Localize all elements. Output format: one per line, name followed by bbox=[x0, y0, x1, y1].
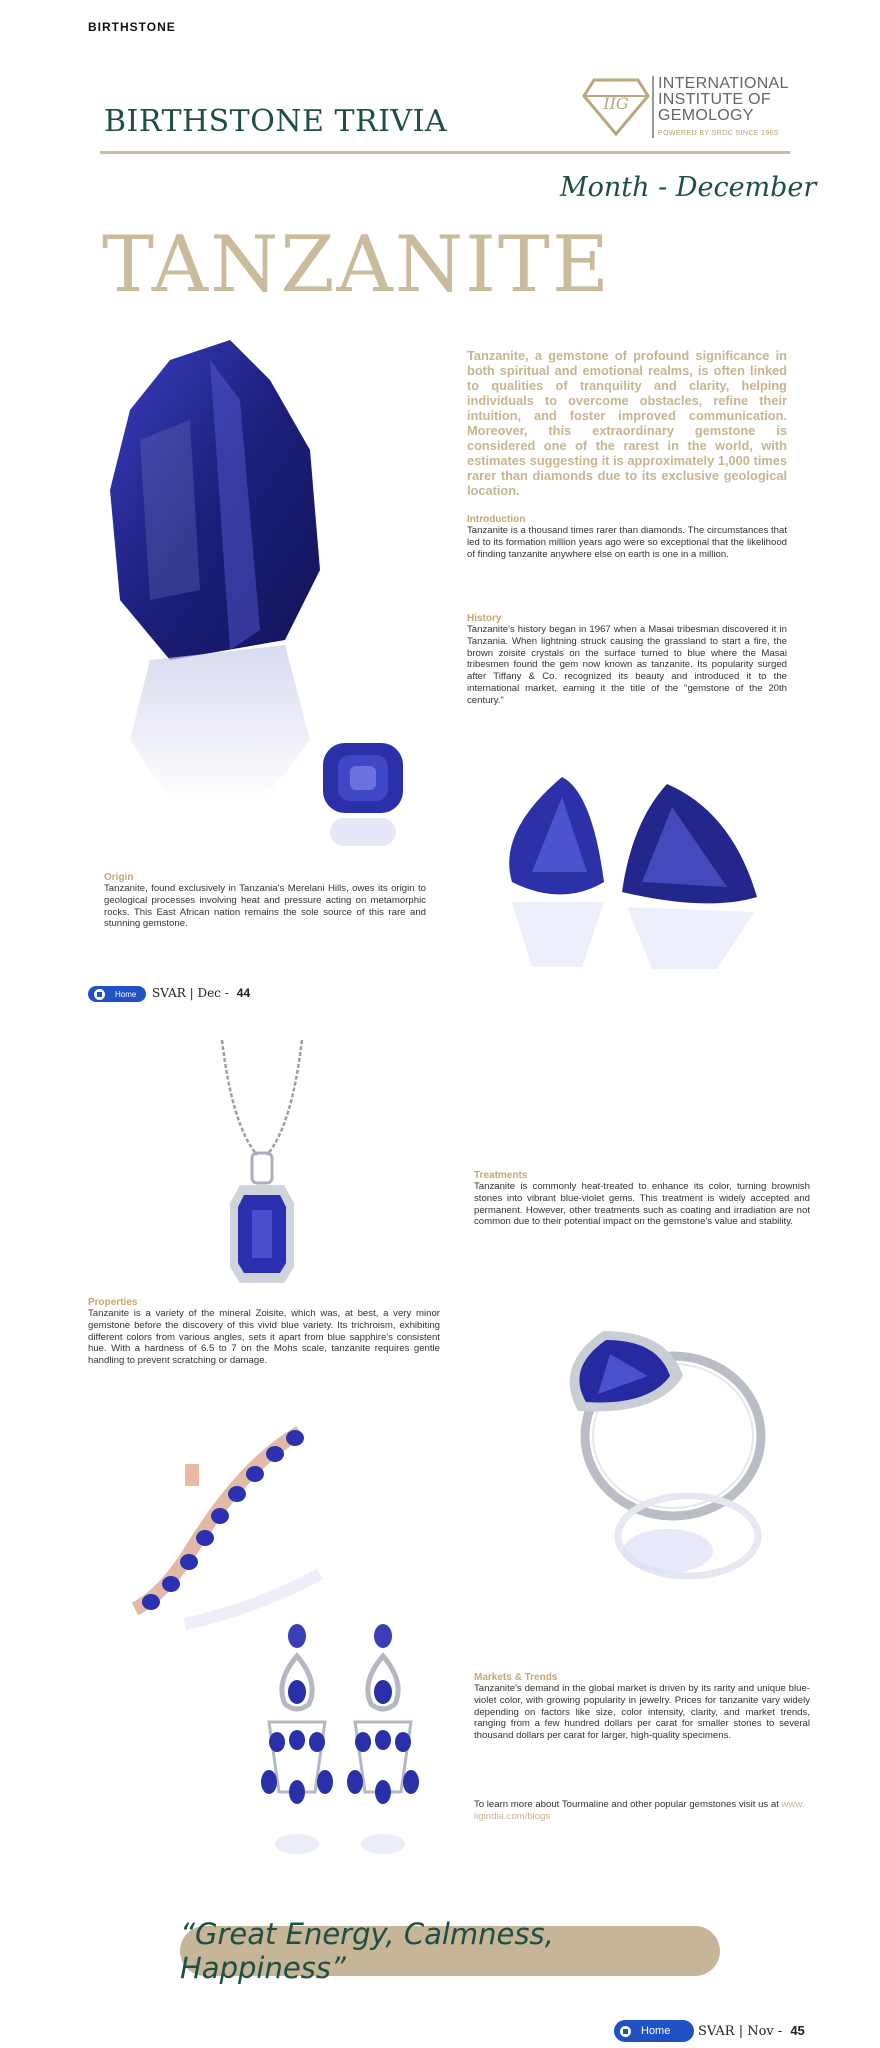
home-button-45[interactable] bbox=[614, 2020, 694, 2042]
origin-section bbox=[104, 872, 426, 930]
origin-body: Tanzanite, found exclusively in Tanzania's Merelani Hills, owes its origin to geological processes involving heat and pressure acting on metamorphic rocks. This East African nation remains the sole source of this rare and stunning gemstone. bbox=[104, 883, 426, 930]
learn-more-text: To learn more about Tourmaline and other popular gemstones visit us at bbox=[474, 1799, 782, 1810]
right-earring bbox=[347, 1624, 419, 1854]
home-button[interactable] bbox=[88, 986, 146, 1002]
learn-more-note bbox=[474, 1799, 810, 1823]
treatments-heading: Treatments bbox=[474, 1170, 528, 1181]
page-number: 44 bbox=[236, 986, 251, 1000]
trillion-cut-tanzanite-pair-image bbox=[492, 772, 762, 970]
magazine-name: SVAR | Dec - bbox=[152, 986, 229, 1000]
treatments-body: Tanzanite is commonly heat-treated to enhance its color, turning brownish stones into vibrant blue-violet gems. This treatment is widely accepted and permanent. However, other treatments such as coating and irradiation are not common due to their potential impact on the gemstone's value and stability. bbox=[474, 1181, 810, 1228]
tanzanite-chandelier-earrings-image bbox=[255, 1622, 425, 1862]
home-icon bbox=[620, 2026, 631, 2037]
properties-section bbox=[88, 1297, 440, 1367]
logo-tagline: POWERED BY SRDC SINCE 1965 bbox=[658, 130, 779, 137]
markets-trends-section bbox=[474, 1672, 810, 1742]
page-title: BIRTHSTONE TRIVIA bbox=[104, 104, 448, 139]
treatments-section bbox=[474, 1170, 810, 1228]
quote-text: “Great Energy, Calmness, Happiness” bbox=[180, 1917, 554, 1985]
history-section bbox=[467, 613, 787, 707]
month-label: Month - December bbox=[560, 172, 817, 203]
properties-body: Tanzanite is a variety of the mineral Zoisite, which was, at best, a very minor gemstone before the discovery of this vivid blue variety. Its trichroism, exhibiting different colors from various angles, sets it apart from blue sapphire's consistent hue. With a hardness of 6.5 to 7 on the Mohs scale, tanzanite requires gentle handling to prevent scratching or damage. bbox=[88, 1308, 440, 1367]
page-folio-44 bbox=[152, 986, 250, 1000]
iig-logo-icon bbox=[582, 76, 650, 138]
home-button-label: Home bbox=[641, 2025, 671, 2037]
page-folio-45 bbox=[698, 2023, 805, 2039]
section-tag: BIRTHSTONE bbox=[88, 20, 176, 34]
logo-line-2: INSTITUTE OF bbox=[658, 91, 771, 108]
magazine-name: SVAR | Nov - bbox=[698, 2024, 783, 2039]
title-rule bbox=[100, 151, 790, 154]
home-icon bbox=[94, 989, 105, 1000]
logo-mark: IIG bbox=[603, 94, 629, 113]
left-earring bbox=[261, 1624, 333, 1854]
markets-trends-heading: Markets & Trends bbox=[474, 1672, 558, 1683]
logo-divider bbox=[652, 76, 654, 138]
tanzanite-pendant-necklace-image bbox=[212, 1035, 312, 1295]
gem-name-heading: TANZANITE bbox=[102, 220, 611, 310]
history-heading: History bbox=[467, 613, 502, 624]
raw-tanzanite-crystal-image bbox=[110, 340, 320, 810]
tanzanite-bracelet-image bbox=[125, 1424, 325, 1630]
logo-wordmark bbox=[658, 76, 789, 124]
home-button-label: Home bbox=[115, 989, 137, 999]
cushion-cut-tanzanite-image bbox=[318, 738, 408, 848]
properties-heading: Properties bbox=[88, 1297, 138, 1308]
introduction-body: Tanzanite is a thousand times rarer than diamonds. The circumstances that led to its formation million years ago were so exceptional that the likelihood of finding tanzanite anywhere else on earth is one in a million. bbox=[467, 525, 787, 560]
markets-trends-body: Tanzanite's demand in the global market is driven by its rarity and unique blue-violet color, with growing popularity in jewelry. Prices for tanzanite vary widely depending on factors like size, color intensity, clarity, and market trends, ranging from a few hundred dollars per carat for smaller stones to several thousand dollars per carat for larger, high-quality specimens. bbox=[474, 1683, 810, 1742]
history-body: Tanzanite's history began in 1967 when a Masai tribesman discovered it in Tanzania. When lightning struck causing the grassland to start a fire, the brown zoisite crystals on the surface turned to blue where the Masai tribesmen found the gem now known as tanzanite. Its popularity surged after Tiffany & Co. recognized its beauty and introduced it to the international market, earning it the title of the "gemstone of the 20th century." bbox=[467, 624, 787, 706]
logo-line-3: GEMOLOGY bbox=[658, 107, 754, 124]
page-number: 45 bbox=[790, 2023, 805, 2038]
introduction-section bbox=[467, 514, 787, 560]
tanzanite-ring-image bbox=[548, 1326, 773, 1586]
blog-link[interactable]: www. iigindia.com/blogs bbox=[474, 1799, 805, 1822]
origin-heading: Origin bbox=[104, 872, 134, 883]
intro-lead-paragraph: Tanzanite, a gemstone of profound significance in both spiritual and emotional realms, is often linked to qualities of tranquility and clarity, helping individuals to overcome obstacles, refine their intuition, and foster improved communication. Moreover, this extraordinary gemstone is considered one of the rarest in the world, with estimates suggesting it is approximately 1,000 times rarer than diamonds due to its exclusive geological location. bbox=[467, 348, 787, 498]
introduction-heading: Introduction bbox=[467, 514, 526, 525]
logo-line-1: INTERNATIONAL bbox=[658, 75, 789, 92]
